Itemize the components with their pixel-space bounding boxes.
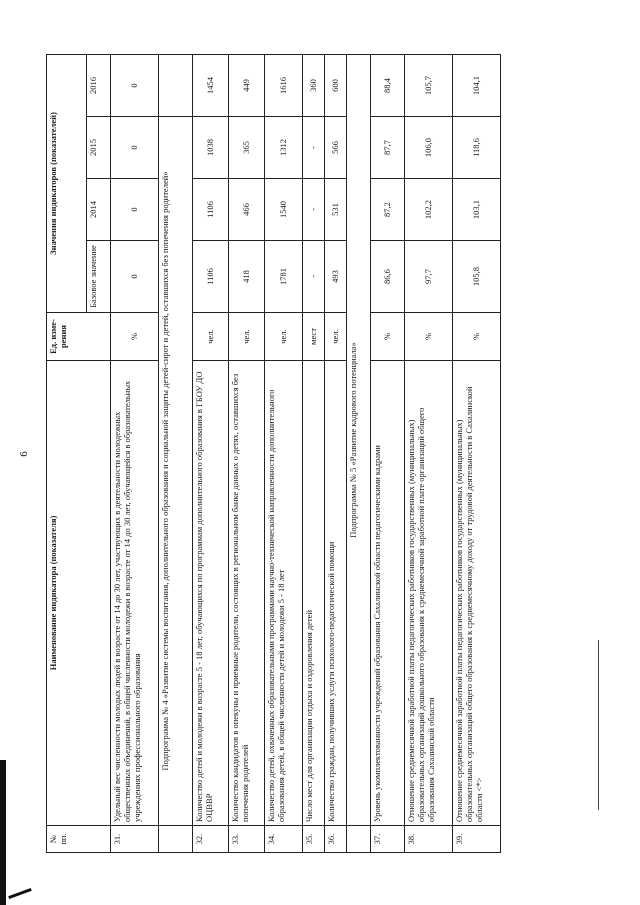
row-2016: 600 xyxy=(325,55,347,117)
row-2015: 365 xyxy=(229,117,265,179)
header-2016: 2016 xyxy=(87,55,111,117)
row-unit: чел. xyxy=(229,313,265,361)
indicators-table xyxy=(46,54,501,853)
subprogram-row xyxy=(159,55,193,853)
row-base: 1781 xyxy=(265,241,303,313)
row-num: 32. xyxy=(193,826,229,853)
row-2014: 466 xyxy=(229,179,265,241)
row-name: Отношение среднемесячной заработной платы педагогических работников государственных (муниципальных) образовательных организаций дошкольного образования к среднемесячной заработной плате организаций общего образования Сахалинской области xyxy=(405,361,453,826)
row-base: - xyxy=(303,241,325,313)
row-2014: 102,2 xyxy=(405,179,453,241)
row-num: 38. xyxy=(405,826,453,853)
row-2016: 449 xyxy=(229,55,265,117)
row-2016: 105,7 xyxy=(405,55,453,117)
row-2016: 104,1 xyxy=(453,55,501,117)
row-unit: чел. xyxy=(193,313,229,361)
row-name: Удельный вес численности молодых людей в возрасте от 14 до 30 лет, участвующих в деятельности молодежных общественных объединений, в общей численности молодежи в возрасте от 14 до 30 лет, обучающейся в образовательных учреждениях профессионального образования xyxy=(111,361,159,826)
scan-edge-mark xyxy=(0,760,6,905)
header-2014: 2014 xyxy=(87,179,111,241)
row-num: 33. xyxy=(229,826,265,853)
row-base: 418 xyxy=(229,241,265,313)
row-2014: 103,1 xyxy=(453,179,501,241)
row-2016: 0 xyxy=(111,55,159,117)
row-2014: 531 xyxy=(325,179,347,241)
row-2015: 106,0 xyxy=(405,117,453,179)
table-row xyxy=(265,55,303,853)
row-num: 39. xyxy=(453,826,501,853)
row-2015: 118,6 xyxy=(453,117,501,179)
row-2015: 1312 xyxy=(265,117,303,179)
row-name: Количество граждан, получивших услуги психолого-педагогической помощи xyxy=(325,361,347,826)
row-2016: 1616 xyxy=(265,55,303,117)
table-row xyxy=(193,55,229,853)
row-base: 0 xyxy=(111,241,159,313)
row-num: 31. xyxy=(111,826,159,853)
row-base: 105,8 xyxy=(453,241,501,313)
table-row xyxy=(405,55,453,853)
header-2015: 2015 xyxy=(87,117,111,179)
row-unit: % xyxy=(405,313,453,361)
row-base: 493 xyxy=(325,241,347,313)
row-unit: мест xyxy=(303,313,325,361)
row-unit: % xyxy=(371,313,405,361)
row-num: 37. xyxy=(371,826,405,853)
header-base: Базовое значение xyxy=(87,241,111,313)
table-row xyxy=(453,55,501,853)
row-2015: 566 xyxy=(325,117,347,179)
row-2014: 1106 xyxy=(193,179,229,241)
row-num: 34. xyxy=(265,826,303,853)
subprogram-5-title: Подпрограмма № 5 «Развитие кадрового потенциала» xyxy=(347,55,371,826)
row-base: 1106 xyxy=(193,241,229,313)
row-name: Количество детей, охваченных образовательными программами научно-технической направленности дополнительного образования детей, в общей численности детей и молодежи 5 - 18 лет xyxy=(265,361,303,826)
subprogram-4-title: Подпрограмма № 4 «Развитие системы воспитания, дополнительного образования и социальной защиты детей-сирот и детей, оставшихся без попечения родителей» xyxy=(159,117,193,826)
header-unit: Ед. изме-рения xyxy=(47,313,111,361)
row-2015: - xyxy=(303,117,325,179)
row-base: 86,6 xyxy=(371,241,405,313)
header-values-group: Значения индикаторов (показателей) xyxy=(47,55,87,313)
table-row xyxy=(303,55,325,853)
row-2014: 0 xyxy=(111,179,159,241)
row-num: 35. xyxy=(303,826,325,853)
row-unit: % xyxy=(111,313,159,361)
scan-edge-mark-bottom xyxy=(8,888,32,899)
table-row xyxy=(371,55,405,853)
row-2016: 88,4 xyxy=(371,55,405,117)
page-number: 6 xyxy=(18,451,30,457)
row-2016: 1454 xyxy=(193,55,229,117)
row-unit: чел. xyxy=(265,313,303,361)
row-2015: 0 xyxy=(111,117,159,179)
row-2015: 1038 xyxy=(193,117,229,179)
rotated-page xyxy=(18,55,485,853)
table-row xyxy=(111,55,159,853)
table-row xyxy=(229,55,265,853)
row-name: Количество кандидатов в опекуны и приемные родители, состоящих в региональном банке данных о детях, оставшихся без попечения родителей xyxy=(229,361,265,826)
row-2014: - xyxy=(303,179,325,241)
row-2015: 87,7 xyxy=(371,117,405,179)
table-row xyxy=(325,55,347,853)
row-2014: 1540 xyxy=(265,179,303,241)
row-name: Отношение среднемесячной заработной платы педагогических работников государственных (муниципальных) образовательных организаций общего образования к среднемесячному доходу от трудовой деятельности в Сахалинской области <*> xyxy=(453,361,501,826)
row-2014: 87,2 xyxy=(371,179,405,241)
scan-pen-line xyxy=(598,640,599,810)
row-unit: чел. xyxy=(325,313,347,361)
row-unit: % xyxy=(453,313,501,361)
header-num: № пп. xyxy=(47,826,111,853)
row-name: Количество детей и молодежи в возрасте 5 - 18 лет, обучающихся по программам дополнительного образования в ГБОУ ДО ОЦВВР xyxy=(193,361,229,826)
header-name: Наименование индикатора (показателя) xyxy=(47,361,111,826)
header-row xyxy=(47,55,87,853)
subprogram-row xyxy=(347,55,371,853)
row-2016: 360 xyxy=(303,55,325,117)
row-name: Уровень укомплектованности учреждений образования Сахалинской области педагогическими кадрами xyxy=(371,361,405,826)
row-base: 97,7 xyxy=(405,241,453,313)
row-name: Число мест для организации отдыха и оздоровления детей xyxy=(303,361,325,826)
row-num: 36. xyxy=(325,826,347,853)
